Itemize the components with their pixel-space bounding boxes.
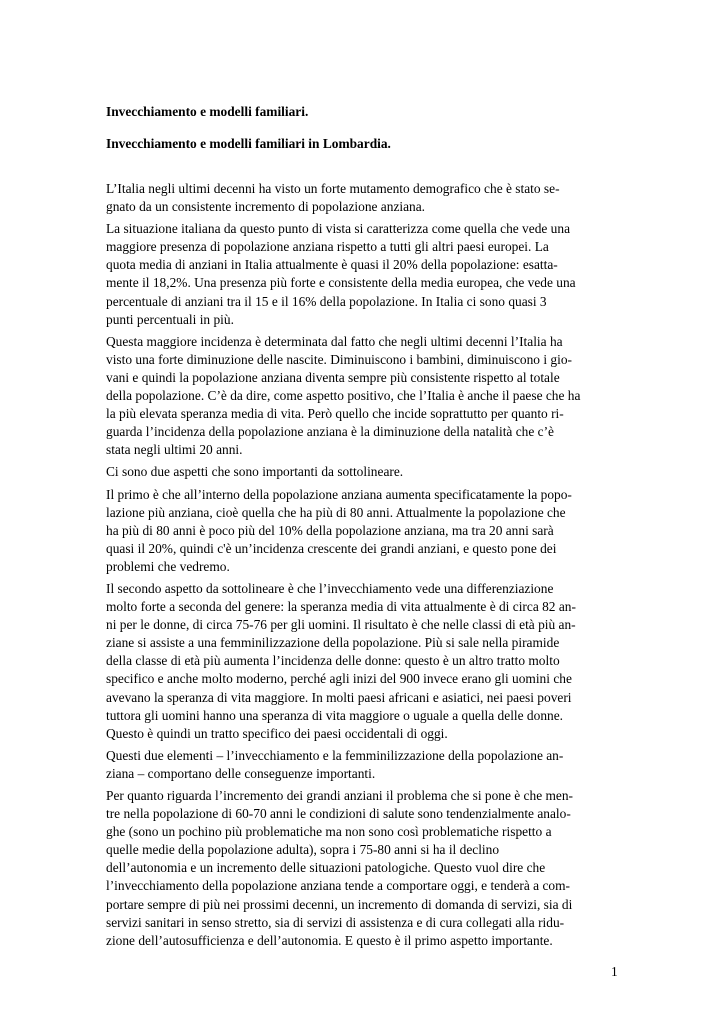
text-line: dell’autonomia e un incremento delle situazioni patologiche. Questo vuol dire che — [106, 860, 546, 876]
text-line: ziana – comportano delle conseguenze importanti. — [106, 765, 376, 781]
text-line: Il secondo aspetto da sottolineare è che l’invecchiamento vede una differenziazione — [106, 580, 554, 596]
text-line: La situazione italiana da questo punto di vista si caratterizza come quella che vede una — [106, 221, 571, 237]
text-line: mente il 18,2%. Una presenza più forte e consistente della media europea, che vede una — [106, 275, 576, 291]
text-line: servizi sanitari in senso stretto, sia di servizi di assistenza e di cura collegati alla ridu- — [106, 914, 565, 930]
document-title: Invecchiamento e modelli familiari. — [106, 104, 309, 119]
page-number: 1 — [611, 964, 618, 979]
paragraph — [106, 747, 626, 783]
text-line: ni per le donne, di circa 75-76 per gli uomini. Il risultato è che nelle classi di età più an- — [106, 617, 576, 633]
text-line: vani e quindi la popolazione anziana diventa sempre più consistente rispetto al totale — [106, 369, 560, 385]
paragraph — [106, 580, 626, 743]
text-line: Il primo è che all’interno della popolazione anziana aumenta specificatamente la popo- — [106, 486, 572, 502]
text-line: avevano la speranza di vita maggiore. In molti paesi africani e asiatici, nei paesi poveri — [106, 689, 572, 705]
text-line: quota media di anziani in Italia attualmente è quasi il 20% della popolazione: esatta- — [106, 257, 558, 273]
text-line: tuttora gli uomini hanno una speranza di vita maggiore o uguale a quella delle donne. — [106, 707, 564, 723]
paragraph — [106, 787, 626, 950]
text-line: ziane si assiste a una femminilizzazione della popolazione. Più si sale nella piramide — [106, 635, 560, 651]
text-line: portare sempre di più nei prossimi decenni, un incremento di domanda di servizi, sia di — [106, 896, 573, 912]
text-line: Ci sono due aspetti che sono importanti da sottolineare. — [106, 464, 404, 480]
text-line: della classe di età più aumenta l’incidenza delle donne: questo è un altro tratto molto — [106, 653, 560, 669]
text-line: stata negli ultimi 20 anni. — [106, 442, 243, 458]
text-line: lazione più anziana, cioè quella che ha più di 80 anni. Attualmente la popolazione che — [106, 504, 566, 520]
paragraph — [106, 333, 626, 460]
text-line: gnato da un consistente incremento di popolazione anziana. — [106, 199, 426, 215]
paragraph — [106, 486, 626, 576]
paragraph — [106, 463, 626, 481]
text-line: quelle medie della popolazione adulta), sopra i 75-80 anni si ha il declino — [106, 842, 500, 858]
text-line: Questa maggiore incidenza è determinata dal fatto che negli ultimi decenni l’Italia ha — [106, 333, 563, 349]
text-line: guarda l’incidenza della popolazione anziana è la diminuzione della natalità che c’è — [106, 424, 554, 440]
text-line: specifico e anche molto moderno, perché agli inizi del 900 invece erano gli uomini che — [106, 671, 572, 687]
document-subtitle: Invecchiamento e modelli familiari in Lombardia. — [106, 136, 391, 151]
paragraph — [106, 220, 626, 329]
text-line: L’Italia negli ultimi decenni ha visto un forte mutamento demografico che è stato se- — [106, 181, 560, 196]
document-body — [106, 180, 626, 954]
paragraph — [106, 180, 626, 216]
text-line: punti percentuali in più. — [106, 311, 234, 327]
text-line: ghe (sono un pochino più problematiche ma non sono così problematiche rispetto a — [106, 824, 552, 840]
text-line: zione dell’autosufficienza e dell’autonomia. E questo è il primo aspetto importante. — [106, 932, 553, 948]
text-line: quasi il 20%, quindi c'è un’incidenza crescente dei grandi anziani, e questo pone dei — [106, 540, 557, 556]
text-line: Questo è quindi un tratto specifico dei paesi occidentali di oggi. — [106, 725, 448, 741]
text-line: visto una forte diminuzione delle nascite. Diminuiscono i bambini, diminuiscono i gio- — [106, 351, 572, 367]
text-line: percentuale di anziani tra il 15 e il 16% della popolazione. In Italia ci sono quasi 3 — [106, 293, 547, 309]
text-line: ha più di 80 anni è poco più del 10% della popolazione anziana, ma tra 20 anni sarà — [106, 522, 554, 538]
text-line: molto forte a seconda del genere: la speranza media di vita attualmente è di circa 82 an- — [106, 599, 576, 615]
text-line: problemi che vedremo. — [106, 558, 230, 574]
text-line: Per quanto riguarda l’incremento dei grandi anziani il problema che si pone è che men- — [106, 788, 574, 803]
text-line: maggiore presenza di popolazione anziana rispetto a tutti gli altri paesi europei. La — [106, 239, 549, 255]
text-line: tre nella popolazione di 60-70 anni le condizioni di salute sono tendenzialmente analo- — [106, 806, 571, 822]
text-line: Questi due elementi – l’invecchiamento e la femminilizzazione della popolazione an- — [106, 747, 564, 763]
text-line: della popolazione. C’è da dire, come aspetto positivo, che l’Italia è anche il paese che ha — [106, 388, 581, 404]
text-line: la più elevata speranza media di vita. Però quello che incide soprattutto per quanto ri- — [106, 406, 564, 422]
text-line: l’invecchiamento della popolazione anziana tende a comportare oggi, e tenderà a com- — [106, 878, 570, 894]
